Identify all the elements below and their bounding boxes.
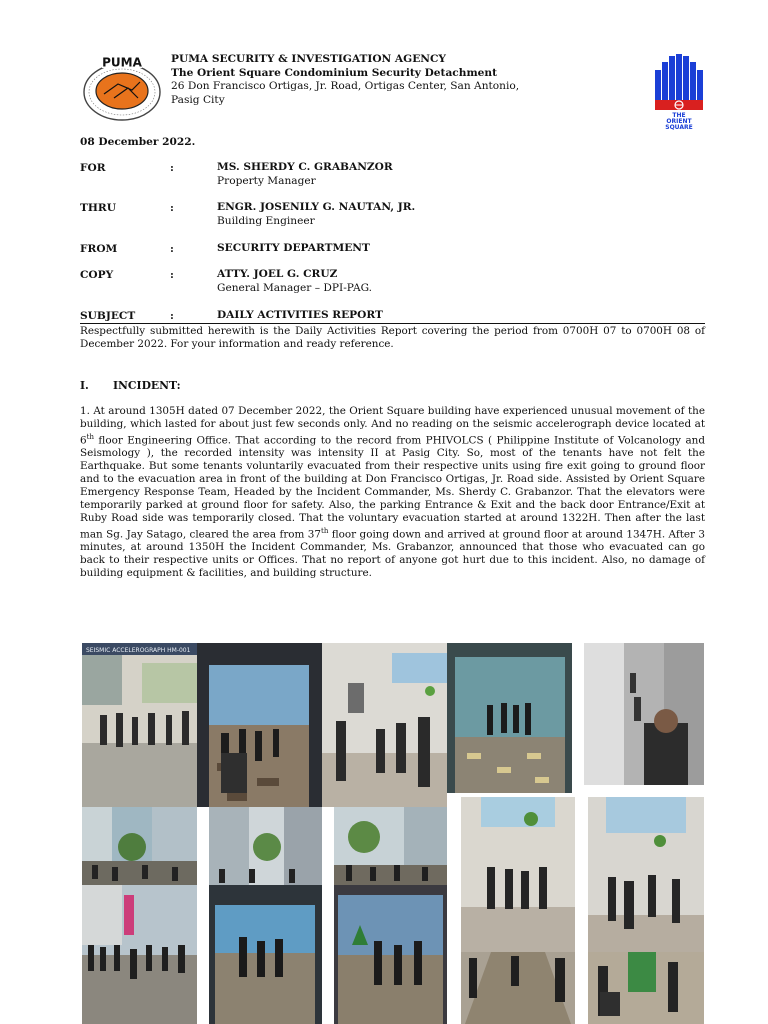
incident-text-part-1: 1. At around 1305H dated 07 December 2022, the Orient Square building have experienced unusual movement of the building, which lasted for about just few seconds only. And no reading on the seismic accelerograph device located at 6 xyxy=(80,405,705,447)
evacuation-photo-13 xyxy=(588,797,704,952)
memo-colon: : xyxy=(170,202,174,214)
letterhead xyxy=(171,53,519,107)
section-title: INCIDENT: xyxy=(113,379,181,392)
copy-title: General Manager – DPI-PAG. xyxy=(217,281,373,294)
memo-value-for xyxy=(217,161,393,189)
memo-value-thru xyxy=(217,201,415,229)
orient-logo-text-1: THE xyxy=(672,112,686,119)
evacuation-photo-8 xyxy=(209,807,322,885)
memo-label-thru: THRU xyxy=(80,202,116,214)
memo-label-copy: COPY xyxy=(80,269,114,281)
subject-text: DAILY ACTIVITIES REPORT xyxy=(217,309,383,321)
evacuation-photo-11 xyxy=(334,885,447,1024)
memo-value-from xyxy=(217,242,370,256)
address-line-2: Pasig City xyxy=(171,93,225,106)
memo-label-subject: SUBJECT xyxy=(80,310,136,322)
recipient-name: MS. SHERDY C. GRABANZOR xyxy=(217,161,393,173)
orient-logo-text-3: SQUARE xyxy=(665,124,693,130)
evacuation-photo-9 xyxy=(334,807,447,885)
intro-paragraph: Respectfully submitted herewith is the Daily Activities Report covering the period from 0700H 07 to 0700H 08 of December 2022. For your information and ready reference. xyxy=(80,325,705,351)
memo-colon: : xyxy=(170,310,174,322)
detachment-name: The Orient Square Condominium Security Detachment xyxy=(171,66,498,79)
memo-value-copy xyxy=(217,268,372,296)
agency-name: PUMA SECURITY & INVESTIGATION AGENCY xyxy=(171,53,446,65)
evacuation-photo-1 xyxy=(82,643,197,807)
evacuation-photo-2 xyxy=(197,643,322,807)
from-name: SECURITY DEPARTMENT xyxy=(217,242,370,254)
memo-colon: : xyxy=(170,162,174,174)
evacuation-photo-5 xyxy=(584,643,704,785)
evacuation-photo-15 xyxy=(588,952,704,1024)
evacuation-photo-4 xyxy=(447,643,572,793)
section-number: I. xyxy=(80,379,89,392)
incident-text-part-3: floor going down and arrived at ground floor at around 1347H. After 3 minutes, at around 1350H the Incident Commander, Ms. Grabanzor, announced that those who evacuated can go back to their respective units or Offices. That no report of anyone got hurt due to this incident. Also, no damage of building equipment & facilities, and building structure. xyxy=(80,528,705,579)
address-line-1: 26 Don Francisco Ortigas, Jr. Road, Ortigas Center, San Antonio, xyxy=(171,80,520,93)
memo-colon: : xyxy=(170,269,174,281)
ordinal-suffix: th xyxy=(321,526,329,535)
puma-logo xyxy=(80,54,164,122)
incident-text-part-2: floor Engineering Office. That according to the record from PHIVOLCS ( Philippine Institute of Volcanology and Seismology ), the recorded intensity was intensity II at Pasig City. So, most of the tenants have not felt the Earthquake. But some tenants voluntarily evacuated from their respective units using fire exit going to ground floor and to the evacuation area in front of the building at Don Francisco Ortigas, Jr. Road side. Assisted by Orient Square Emergency Response Team, Headed by the Incident Commander, Ms. Sherdy C. Grabanzor. That the elevators were temporarily parked at ground floor for safety. Also, the parking Entrance & Exit and the back door Entrance/Exit at Ruby Road side was temporarily closed. That the voluntary evacuation started at around 1322H. Then after the last man Sg. Jay Satago, cleared the area from 37 xyxy=(80,434,705,541)
evacuation-photo-7 xyxy=(82,885,197,1024)
photo-caption: SEISMIC ACCELEROGRAPH HM-001 xyxy=(86,647,191,654)
incident-paragraph xyxy=(80,405,705,580)
memo-value-subject xyxy=(217,309,383,323)
evacuation-photo-6 xyxy=(82,807,197,885)
evacuation-photo-10 xyxy=(209,885,322,1024)
memo-colon: : xyxy=(170,243,174,255)
report-date: 08 December 2022. xyxy=(80,136,196,148)
orient-logo-text-2: ORIENT xyxy=(666,118,692,125)
puma-logo-text: PUMA xyxy=(102,55,142,70)
memo-label-from: FROM xyxy=(80,243,118,255)
memo-label-for: FOR xyxy=(80,162,106,174)
thru-name: ENGR. JOSENILY G. NAUTAN, JR. xyxy=(217,201,416,213)
orient-square-logo xyxy=(651,54,707,130)
evacuation-photo-14 xyxy=(461,952,575,1024)
subject-divider xyxy=(80,323,705,324)
recipient-title: Property Manager xyxy=(217,174,316,187)
ordinal-suffix: th xyxy=(86,432,94,441)
thru-title: Building Engineer xyxy=(217,214,315,227)
copy-name: ATTY. JOEL G. CRUZ xyxy=(217,268,338,280)
evacuation-photo-3 xyxy=(322,643,447,807)
evacuation-photo-12 xyxy=(461,797,575,952)
